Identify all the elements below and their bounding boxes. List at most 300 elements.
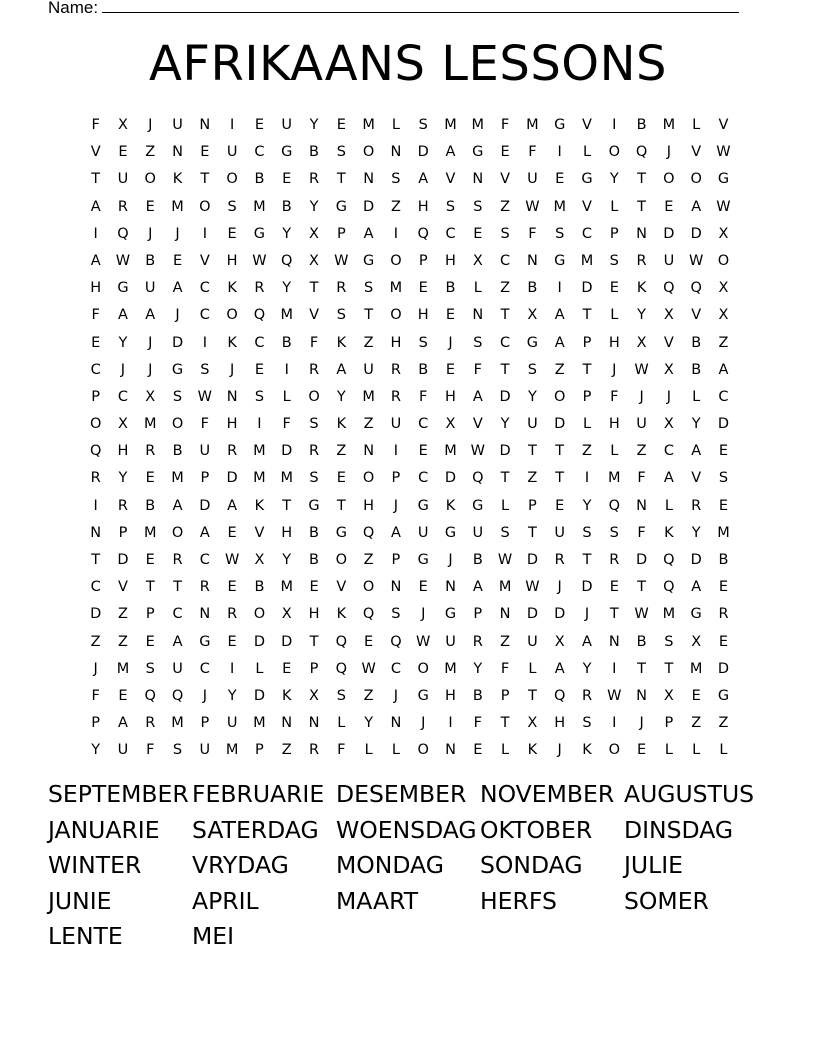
grid-letter[interactable]: X xyxy=(718,280,729,297)
grid-letter[interactable]: Z xyxy=(691,715,702,732)
grid-letter[interactable]: Z xyxy=(500,198,511,215)
grid-letter[interactable]: O xyxy=(171,524,184,541)
grid-letter[interactable]: Q xyxy=(663,552,675,568)
grid-letter[interactable]: M xyxy=(143,416,157,433)
grid-letter[interactable]: O xyxy=(362,579,375,596)
grid-letter[interactable]: D xyxy=(690,225,702,242)
grid-letter[interactable]: N xyxy=(308,715,320,732)
grid-letter[interactable]: M xyxy=(253,443,266,460)
grid-letter[interactable]: T xyxy=(500,307,510,324)
grid-letter[interactable]: Y xyxy=(582,660,592,677)
grid-letter[interactable]: R xyxy=(609,552,620,568)
grid-letter[interactable]: K xyxy=(336,334,347,351)
grid-letter[interactable]: E xyxy=(664,198,674,215)
grid-letter[interactable]: D xyxy=(526,606,538,623)
grid-letter[interactable]: N xyxy=(636,687,648,704)
grid-letter[interactable]: W xyxy=(525,579,540,596)
grid-letter[interactable]: F xyxy=(91,117,100,133)
grid-letter[interactable]: W xyxy=(634,606,649,623)
grid-letter[interactable]: Q xyxy=(362,524,375,541)
grid-letter[interactable]: M xyxy=(389,280,403,297)
grid-letter[interactable]: B xyxy=(636,117,647,133)
grid-letter[interactable]: N xyxy=(445,742,456,759)
grid-letter[interactable]: L xyxy=(364,742,373,759)
grid-letter[interactable]: F xyxy=(419,388,428,405)
grid-letter[interactable]: J xyxy=(639,715,644,732)
grid-letter[interactable]: V xyxy=(718,117,729,133)
grid-letter[interactable]: L xyxy=(719,742,728,759)
grid-letter[interactable]: T xyxy=(282,497,292,514)
grid-letter[interactable]: O xyxy=(362,470,375,487)
grid-letter[interactable]: O xyxy=(89,416,102,433)
grid-letter[interactable]: U xyxy=(226,715,238,732)
grid-letter[interactable]: W xyxy=(689,252,704,269)
grid-letter[interactable]: O xyxy=(690,171,702,188)
grid-letter[interactable]: X xyxy=(663,687,674,704)
grid-letter[interactable]: J xyxy=(120,361,126,378)
grid-letter[interactable]: Q xyxy=(253,307,266,324)
grid-letter[interactable]: T xyxy=(364,307,374,324)
grid-letter[interactable]: P xyxy=(391,552,401,568)
grid-letter[interactable]: N xyxy=(226,388,238,405)
grid-letter[interactable]: G xyxy=(308,497,320,514)
grid-letter[interactable]: E xyxy=(145,552,155,568)
grid-letter[interactable]: B xyxy=(472,687,483,704)
grid-letter[interactable]: N xyxy=(526,252,538,269)
grid-letter[interactable]: G xyxy=(362,252,375,269)
grid-letter[interactable]: X xyxy=(281,606,292,623)
grid-letter[interactable]: M xyxy=(444,443,457,460)
grid-letter[interactable]: R xyxy=(472,633,483,650)
grid-letter[interactable]: L xyxy=(692,117,701,133)
grid-letter[interactable]: F xyxy=(610,388,619,405)
grid-letter[interactable]: F xyxy=(500,660,510,677)
grid-letter[interactable]: C xyxy=(445,225,456,242)
grid-letter[interactable]: P xyxy=(91,388,101,405)
grid-letter[interactable]: O xyxy=(417,742,429,759)
grid-letter[interactable]: E xyxy=(336,117,346,133)
grid-letter[interactable]: V xyxy=(691,470,702,487)
grid-letter[interactable]: E xyxy=(718,579,729,596)
grid-letter[interactable]: Y xyxy=(282,225,292,242)
grid-letter[interactable]: J xyxy=(93,660,98,677)
grid-letter[interactable]: R xyxy=(390,388,401,405)
grid-letter[interactable]: W xyxy=(716,198,731,215)
grid-letter[interactable]: L xyxy=(610,198,619,215)
grid-letter[interactable]: W xyxy=(416,633,431,650)
grid-letter[interactable]: V xyxy=(445,171,456,188)
grid-letter[interactable]: R xyxy=(308,171,320,188)
grid-letter[interactable]: Z xyxy=(554,361,565,378)
grid-letter[interactable]: F xyxy=(91,687,100,704)
grid-letter[interactable]: A xyxy=(90,252,101,269)
grid-letter[interactable]: K xyxy=(664,524,674,541)
grid-letter[interactable]: Q xyxy=(117,225,129,242)
grid-letter[interactable]: S xyxy=(664,633,674,650)
grid-letter[interactable]: R xyxy=(227,443,238,460)
grid-letter[interactable]: J xyxy=(448,552,453,568)
grid-letter[interactable]: E xyxy=(145,633,155,650)
grid-letter[interactable]: G xyxy=(717,171,730,188)
grid-letter[interactable]: P xyxy=(473,606,483,623)
grid-letter[interactable]: N xyxy=(172,144,183,161)
grid-letter[interactable]: Y xyxy=(500,416,510,433)
grid-letter[interactable]: X xyxy=(445,416,456,433)
grid-letter[interactable]: A xyxy=(172,633,183,650)
grid-letter[interactable]: Z xyxy=(500,633,511,650)
grid-letter[interactable]: E xyxy=(336,470,346,487)
grid-letter[interactable]: L xyxy=(501,742,510,759)
grid-letter[interactable]: D xyxy=(281,633,293,650)
grid-letter[interactable]: S xyxy=(391,606,401,623)
grid-letter[interactable]: P xyxy=(609,225,619,242)
grid-letter[interactable]: E xyxy=(473,225,483,242)
grid-letter[interactable]: E xyxy=(418,443,428,460)
grid-letter[interactable]: N xyxy=(472,171,484,188)
grid-letter[interactable]: S xyxy=(609,524,619,541)
grid-letter[interactable]: L xyxy=(692,388,701,405)
grid-letter[interactable]: C xyxy=(581,225,593,242)
grid-letter[interactable]: U xyxy=(226,144,238,161)
grid-letter[interactable]: E xyxy=(118,144,128,161)
grid-letter[interactable]: K xyxy=(582,742,592,759)
grid-letter[interactable]: Y xyxy=(527,388,537,405)
grid-letter[interactable]: L xyxy=(337,715,346,732)
grid-letter[interactable]: E xyxy=(500,144,510,161)
grid-letter[interactable]: U xyxy=(172,117,183,133)
grid-letter[interactable]: E xyxy=(282,171,292,188)
grid-letter[interactable]: G xyxy=(717,687,730,704)
grid-letter[interactable]: N xyxy=(636,497,648,514)
grid-letter[interactable]: J xyxy=(393,687,399,704)
grid-letter[interactable]: X xyxy=(718,225,729,242)
grid-letter[interactable]: Y xyxy=(309,117,319,133)
grid-letter[interactable]: I xyxy=(584,470,590,487)
grid-letter[interactable]: R xyxy=(581,687,593,704)
grid-letter[interactable]: L xyxy=(610,443,619,460)
grid-letter[interactable]: S xyxy=(500,225,510,242)
grid-letter[interactable]: R xyxy=(308,361,320,378)
grid-letter[interactable]: G xyxy=(171,361,184,378)
grid-letter[interactable]: M xyxy=(689,660,703,677)
grid-letter[interactable]: D xyxy=(90,606,102,623)
grid-letter[interactable]: B xyxy=(281,198,292,215)
grid-letter[interactable]: A xyxy=(172,280,183,297)
grid-letter[interactable]: I xyxy=(93,497,98,514)
grid-letter[interactable]: M xyxy=(280,470,293,487)
grid-letter[interactable]: F xyxy=(337,742,346,759)
grid-letter[interactable]: U xyxy=(363,361,374,378)
grid-letter[interactable]: W xyxy=(470,443,485,460)
grid-letter[interactable]: S xyxy=(145,660,155,677)
grid-letter[interactable]: T xyxy=(555,443,565,460)
grid-letter[interactable]: T xyxy=(527,687,537,704)
grid-letter[interactable]: G xyxy=(690,606,702,623)
grid-letter[interactable]: I xyxy=(557,144,562,161)
grid-letter[interactable]: A xyxy=(472,388,483,405)
grid-letter[interactable]: E xyxy=(691,687,701,704)
grid-letter[interactable]: H xyxy=(417,198,429,215)
grid-letter[interactable]: A xyxy=(227,497,238,514)
grid-letter[interactable]: K xyxy=(636,280,647,297)
grid-letter[interactable]: G xyxy=(199,633,211,650)
grid-letter[interactable]: B xyxy=(309,524,319,541)
grid-letter[interactable]: O xyxy=(608,144,620,161)
grid-letter[interactable]: K xyxy=(336,606,347,623)
grid-letter[interactable]: A xyxy=(418,171,429,188)
grid-letter[interactable]: A xyxy=(172,497,183,514)
grid-letter[interactable]: S xyxy=(718,470,729,487)
grid-letter[interactable]: W xyxy=(634,361,649,378)
grid-letter[interactable]: E xyxy=(282,660,292,677)
grid-letter[interactable]: Y xyxy=(336,388,346,405)
grid-letter[interactable]: R xyxy=(117,198,128,215)
grid-letter[interactable]: Q xyxy=(281,252,293,269)
grid-letter[interactable]: Q xyxy=(472,470,484,487)
grid-letter[interactable]: N xyxy=(363,171,375,188)
grid-letter[interactable]: L xyxy=(255,660,264,677)
grid-letter[interactable]: C xyxy=(390,660,401,677)
grid-letter[interactable]: B xyxy=(718,552,729,568)
grid-letter[interactable]: P xyxy=(91,715,101,732)
grid-letter[interactable]: K xyxy=(336,416,347,433)
grid-letter[interactable]: Y xyxy=(691,524,701,541)
grid-letter[interactable]: G xyxy=(281,144,293,161)
grid-letter[interactable]: L xyxy=(582,144,592,161)
grid-letter[interactable]: X xyxy=(527,715,538,732)
grid-letter[interactable]: U xyxy=(281,117,293,133)
grid-letter[interactable]: V xyxy=(691,307,702,324)
grid-letter[interactable]: A xyxy=(145,307,156,324)
grid-letter[interactable]: Y xyxy=(118,470,128,487)
grid-letter[interactable]: M xyxy=(253,715,266,732)
grid-letter[interactable]: S xyxy=(336,307,346,324)
grid-letter[interactable]: M xyxy=(444,660,457,677)
grid-letter[interactable]: F xyxy=(473,715,482,732)
grid-letter[interactable]: K xyxy=(254,497,265,514)
grid-letter[interactable]: M xyxy=(608,470,621,487)
grid-letter[interactable]: D xyxy=(226,470,238,487)
grid-letter[interactable]: U xyxy=(527,633,538,650)
grid-letter[interactable]: A xyxy=(90,198,101,215)
grid-letter[interactable]: T xyxy=(582,307,592,324)
grid-letter[interactable]: R xyxy=(336,280,347,297)
grid-letter[interactable]: W xyxy=(252,252,267,269)
grid-letter[interactable]: Z xyxy=(718,334,729,351)
grid-letter[interactable]: A xyxy=(691,579,702,596)
grid-letter[interactable]: M xyxy=(717,524,730,541)
grid-letter[interactable]: S xyxy=(391,171,401,188)
grid-letter[interactable]: X xyxy=(718,307,729,324)
grid-letter[interactable]: X xyxy=(527,307,538,324)
grid-letter[interactable]: Y xyxy=(691,416,701,433)
grid-letter[interactable]: J xyxy=(584,606,590,623)
grid-letter[interactable]: U xyxy=(199,742,211,759)
grid-letter[interactable]: S xyxy=(473,198,483,215)
grid-letter[interactable]: R xyxy=(227,606,238,623)
grid-letter[interactable]: E xyxy=(364,633,374,650)
grid-letter[interactable]: L xyxy=(664,742,673,759)
grid-letter[interactable]: O xyxy=(663,171,675,188)
grid-letter[interactable]: H xyxy=(554,715,566,732)
grid-letter[interactable]: C xyxy=(90,579,101,596)
grid-letter[interactable]: U xyxy=(117,742,129,759)
grid-letter[interactable]: O xyxy=(226,307,238,324)
grid-letter[interactable]: J xyxy=(557,742,562,759)
grid-letter[interactable]: M xyxy=(362,388,375,405)
grid-letter[interactable]: D xyxy=(281,443,293,460)
grid-letter[interactable]: T xyxy=(200,171,210,188)
grid-letter[interactable]: E xyxy=(718,443,729,460)
grid-letter[interactable]: D xyxy=(171,334,184,351)
grid-letter[interactable]: R xyxy=(117,497,128,514)
grid-letter[interactable]: W xyxy=(334,252,349,269)
grid-letter[interactable]: D xyxy=(417,144,429,161)
grid-letter[interactable]: M xyxy=(553,198,566,215)
grid-letter[interactable]: X xyxy=(254,552,265,568)
name-field[interactable] xyxy=(48,0,739,19)
grid-letter[interactable]: I xyxy=(202,225,207,242)
grid-letter[interactable]: N xyxy=(636,225,648,242)
grid-letter[interactable]: P xyxy=(200,715,210,732)
grid-letter[interactable]: P xyxy=(391,470,401,487)
grid-letter[interactable]: T xyxy=(91,552,101,568)
grid-letter[interactable]: Z xyxy=(636,443,647,460)
grid-letter[interactable]: T xyxy=(500,470,510,487)
grid-letter[interactable]: T xyxy=(637,660,647,677)
grid-letter[interactable]: M xyxy=(280,579,293,596)
grid-letter[interactable]: V xyxy=(90,144,101,161)
grid-letter[interactable]: D xyxy=(199,497,211,514)
grid-letter[interactable]: P xyxy=(118,524,128,541)
grid-letter[interactable]: M xyxy=(580,252,594,269)
grid-letter[interactable]: S xyxy=(555,225,565,242)
grid-letter[interactable]: S xyxy=(309,416,319,433)
grid-letter[interactable]: M xyxy=(362,117,375,133)
grid-letter[interactable]: Q xyxy=(635,144,648,161)
grid-letter[interactable]: Y xyxy=(227,687,237,704)
grid-letter[interactable]: S xyxy=(336,144,346,161)
grid-letter[interactable]: B xyxy=(145,252,156,269)
grid-letter[interactable]: T xyxy=(173,579,182,596)
grid-letter[interactable]: E xyxy=(227,633,237,650)
grid-letter[interactable]: I xyxy=(612,117,617,133)
grid-letter[interactable]: U xyxy=(663,252,675,269)
grid-letter[interactable]: M xyxy=(280,307,293,324)
grid-letter[interactable]: A xyxy=(582,633,592,650)
grid-letter[interactable]: D xyxy=(663,225,675,242)
grid-letter[interactable]: N xyxy=(199,117,211,133)
grid-letter[interactable]: N xyxy=(445,579,456,596)
grid-letter[interactable]: A xyxy=(554,660,565,677)
grid-letter[interactable]: Q xyxy=(690,280,702,297)
grid-letter[interactable]: E xyxy=(145,198,155,215)
grid-letter[interactable]: E xyxy=(637,742,647,759)
grid-letter[interactable]: K xyxy=(172,171,183,188)
grid-letter[interactable]: L xyxy=(391,742,400,759)
grid-letter[interactable]: S xyxy=(445,198,456,215)
grid-letter[interactable]: L xyxy=(692,742,701,759)
grid-letter[interactable]: D xyxy=(690,552,702,568)
grid-letter[interactable]: C xyxy=(199,307,210,324)
grid-letter[interactable]: C xyxy=(718,388,729,405)
grid-letter[interactable]: T xyxy=(527,443,537,460)
grid-letter[interactable]: H xyxy=(390,334,402,351)
grid-letter[interactable]: C xyxy=(500,334,511,351)
grid-letter[interactable]: N xyxy=(281,715,293,732)
grid-letter[interactable]: U xyxy=(417,524,429,541)
grid-letter[interactable]: Q xyxy=(553,687,566,704)
grid-letter[interactable]: Z xyxy=(527,470,538,487)
grid-letter[interactable]: T xyxy=(336,497,346,514)
grid-letter[interactable]: Q xyxy=(663,579,675,596)
grid-letter[interactable]: S xyxy=(336,687,346,704)
grid-letter[interactable]: A xyxy=(117,307,128,324)
grid-letter[interactable]: G xyxy=(554,117,566,133)
grid-letter[interactable]: C xyxy=(254,334,265,351)
grid-letter[interactable]: B xyxy=(172,443,183,460)
grid-letter[interactable]: D xyxy=(581,579,593,596)
grid-letter[interactable]: I xyxy=(612,660,617,677)
grid-letter[interactable]: F xyxy=(309,334,319,351)
grid-letter[interactable]: E xyxy=(609,579,619,596)
grid-letter[interactable]: Z xyxy=(145,144,156,161)
grid-letter[interactable]: K xyxy=(527,742,538,759)
grid-letter[interactable]: W xyxy=(197,388,212,405)
grid-letter[interactable]: O xyxy=(308,388,320,405)
grid-letter[interactable]: J xyxy=(148,117,153,133)
grid-letter[interactable]: T xyxy=(500,361,510,378)
grid-letter[interactable]: Z xyxy=(390,198,401,215)
grid-letter[interactable]: G xyxy=(472,144,484,161)
grid-letter[interactable]: T xyxy=(637,171,647,188)
grid-letter[interactable]: G xyxy=(417,552,429,568)
grid-letter[interactable]: E xyxy=(145,470,155,487)
grid-letter[interactable]: J xyxy=(612,361,617,378)
grid-letter[interactable]: X xyxy=(636,334,647,351)
grid-letter[interactable]: K xyxy=(281,687,292,704)
grid-letter[interactable]: M xyxy=(171,715,184,732)
grid-letter[interactable]: K xyxy=(227,280,237,297)
grid-letter[interactable]: T xyxy=(582,361,592,378)
grid-letter[interactable]: H xyxy=(308,606,320,623)
grid-letter[interactable]: X xyxy=(691,633,702,650)
grid-letter[interactable]: J xyxy=(148,334,153,351)
grid-letter[interactable]: S xyxy=(364,280,374,297)
grid-letter[interactable]: E xyxy=(609,280,619,297)
grid-letter[interactable]: P xyxy=(664,715,674,732)
grid-letter[interactable]: P xyxy=(200,470,210,487)
grid-letter[interactable]: Q xyxy=(171,687,184,704)
grid-letter[interactable]: O xyxy=(390,307,402,324)
grid-letter[interactable]: I xyxy=(202,334,207,351)
grid-letter[interactable]: I xyxy=(393,225,399,242)
grid-letter[interactable]: D xyxy=(499,388,511,405)
grid-letter[interactable]: X xyxy=(663,307,674,324)
grid-letter[interactable]: W xyxy=(607,687,622,704)
grid-letter[interactable]: B xyxy=(527,280,538,297)
grid-letter[interactable]: Z xyxy=(363,687,374,704)
grid-letter[interactable]: O xyxy=(199,198,211,215)
grid-letter[interactable]: T xyxy=(336,171,346,188)
grid-letter[interactable]: M xyxy=(225,742,239,759)
grid-letter[interactable]: N xyxy=(390,579,402,596)
grid-letter[interactable]: F xyxy=(528,225,537,242)
grid-letter[interactable]: Y xyxy=(118,334,128,351)
grid-letter[interactable]: Y xyxy=(473,660,483,677)
grid-letter[interactable]: A xyxy=(445,144,456,161)
grid-letter[interactable]: M xyxy=(662,606,676,623)
